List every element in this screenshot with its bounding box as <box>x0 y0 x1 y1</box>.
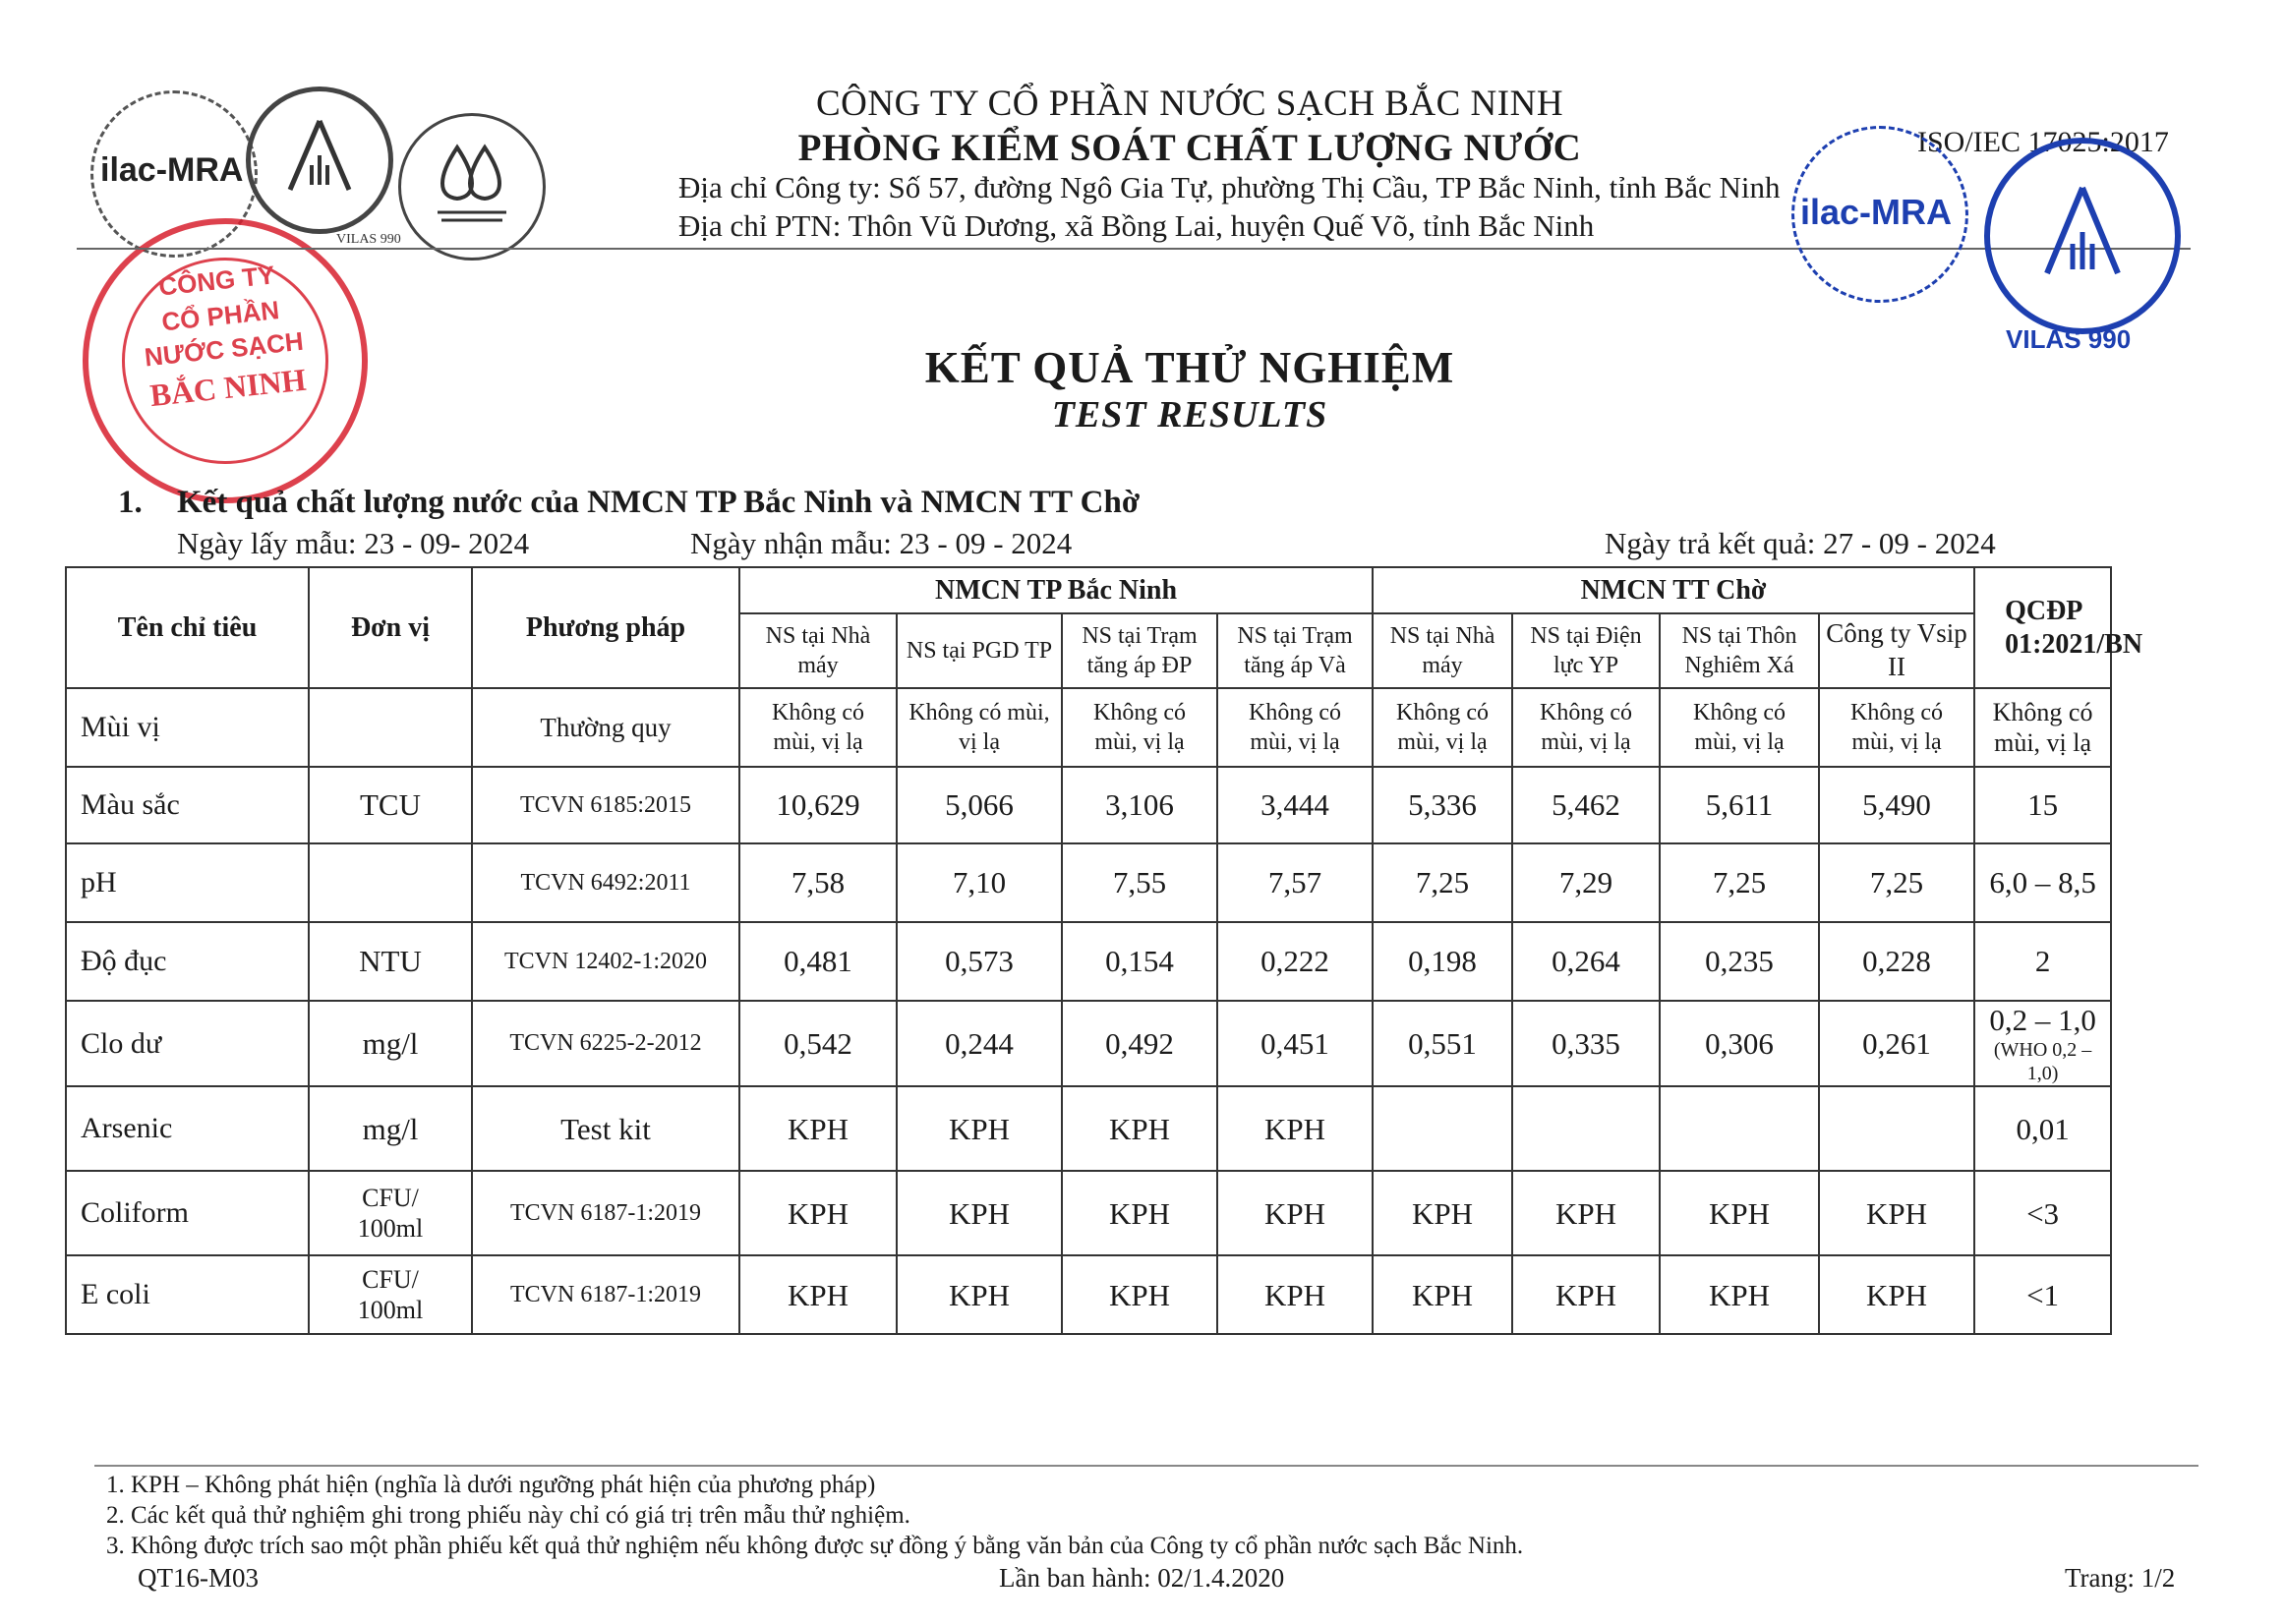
indicator-cell: Màu sắc <box>66 767 309 843</box>
value-cell: 5,490 <box>1819 767 1974 843</box>
water-drops-icon <box>428 138 516 226</box>
value-cell: 7,10 <box>897 843 1062 922</box>
stamp-line-1: CÔNG TY <box>156 260 276 302</box>
unit-cell: NTU <box>309 922 472 1001</box>
value-cell: KPH <box>1217 1086 1373 1171</box>
value-cell: KPH <box>897 1255 1062 1334</box>
footnote: 2. Các kết quả thử nghiệm ghi trong phiếu này chỉ có giá trị trên mẫu thử nghiệm. <box>106 1502 910 1529</box>
vilas-right-label: VILAS 990 <box>2006 324 2132 354</box>
indicator-cell: Độ đục <box>66 922 309 1001</box>
unit-cell: CFU/ 100ml <box>309 1255 472 1334</box>
indicator-cell: Coliform <box>66 1171 309 1255</box>
subheader: NS tại Trạm tăng áp ĐP <box>1062 613 1217 688</box>
value-cell: 3,106 <box>1062 767 1217 843</box>
value-cell: 0,335 <box>1512 1001 1660 1086</box>
table-row <box>66 1255 2111 1334</box>
method-cell: TCVN 6187-1:2019 <box>472 1255 739 1334</box>
unit-cell <box>309 688 472 767</box>
standard-value: <1 <box>2026 1277 2060 1312</box>
footnote: 3. Không được trích sao một phần phiếu kết quả thử nghiệm nếu không được sự đồng ý bằng văn bản của Công ty cổ phần nước sạch Bắc Ninh. <box>106 1533 1524 1559</box>
triangle-logo-icon <box>285 116 354 195</box>
subheader: NS tại Thôn Nghiêm Xá <box>1660 613 1819 688</box>
table-row <box>66 1171 2111 1255</box>
method-cell: TCVN 6225-2-2012 <box>472 1001 739 1086</box>
value-cell: KPH <box>1373 1171 1512 1255</box>
results-table <box>65 566 2143 1335</box>
standard-value: Không có mùi, vị lạ <box>1992 697 2093 757</box>
standard-value: 0,2 – 1,0 <box>1989 1003 2096 1037</box>
triangle-logo-icon <box>2041 183 2124 281</box>
method-cell: Test kit <box>472 1086 739 1171</box>
indicator-cell: Mùi vị <box>66 688 309 767</box>
value-cell: 7,25 <box>1660 843 1819 922</box>
value-cell: Không có mùi, vị lạ <box>1373 688 1512 767</box>
table-row <box>66 767 2111 843</box>
standard-note: (WHO 0,2 – 1,0) <box>1993 1039 2092 1085</box>
header-indicator: Tên chỉ tiêu <box>66 567 309 688</box>
footer-divider <box>94 1465 2198 1467</box>
value-cell: KPH <box>1217 1171 1373 1255</box>
value-cell: Không có mùi, vị lạ <box>739 688 897 767</box>
header-group-tt-cho: NMCN TT Chờ <box>1373 567 1974 613</box>
standard-cell <box>1974 1171 2111 1255</box>
value-cell: 0,198 <box>1373 922 1512 1001</box>
value-cell <box>1512 1086 1660 1171</box>
page-number: Trang: 1/2 <box>2065 1563 2176 1593</box>
value-cell: Không có mùi, vị lạ <box>1660 688 1819 767</box>
standard-cell <box>1974 1086 2111 1171</box>
value-cell: 0,228 <box>1819 922 1974 1001</box>
unit-cell: mg/l <box>309 1001 472 1086</box>
water-company-logo <box>398 113 546 261</box>
value-cell <box>1660 1086 1819 1171</box>
value-cell: Không có mùi, vị lạ <box>1217 688 1373 767</box>
footnote: 1. KPH – Không phát hiện (nghĩa là dưới ngưỡng phát hiện của phương pháp) <box>106 1472 876 1498</box>
value-cell: KPH <box>1373 1255 1512 1334</box>
lab-name: PHÒNG KIỂM SOÁT CHẤT LƯỢNG NƯỚC <box>797 127 1582 169</box>
standard-cell <box>1974 767 2111 843</box>
indicator-cell: Arsenic <box>66 1086 309 1171</box>
standard-value: 6,0 – 8,5 <box>1989 865 2096 900</box>
value-cell: 0,573 <box>897 922 1062 1001</box>
value-cell: 3,444 <box>1217 767 1373 843</box>
stamp-line-2: CỔ PHẦN <box>159 295 281 337</box>
value-cell: Không có mùi, vị lạ <box>1819 688 1974 767</box>
section-number: 1. <box>118 485 143 520</box>
standard-value: 0,01 <box>2016 1111 2070 1146</box>
value-cell <box>1373 1086 1512 1171</box>
lab-address: Địa chỉ PTN: Thôn Vũ Dương, xã Bồng Lai, huyện Quế Võ, tỉnh Bắc Ninh <box>678 208 1595 243</box>
accreditation-seal-left <box>246 87 401 247</box>
value-cell: KPH <box>1062 1255 1217 1334</box>
header-unit: Đơn vị <box>309 567 472 688</box>
section-title: Kết quả chất lượng nước của NMCN TP Bắc Ninh và NMCN TT Chờ <box>177 485 1141 520</box>
value-cell: 10,629 <box>739 767 897 843</box>
indicator-cell: E coli <box>66 1255 309 1334</box>
stamp-line-4: BẮC NINH <box>147 361 308 414</box>
method-cell: TCVN 6185:2015 <box>472 767 739 843</box>
method-cell: TCVN 6187-1:2019 <box>472 1171 739 1255</box>
value-cell: 7,55 <box>1062 843 1217 922</box>
value-cell: 7,25 <box>1373 843 1512 922</box>
value-cell: 0,154 <box>1062 922 1217 1001</box>
value-cell: 7,29 <box>1512 843 1660 922</box>
accreditation-seal-right <box>1984 138 2181 334</box>
table-row <box>66 843 2111 922</box>
value-cell: 0,551 <box>1373 1001 1512 1086</box>
value-cell: 0,542 <box>739 1001 897 1086</box>
value-cell: 0,222 <box>1217 922 1373 1001</box>
standard-cell <box>1974 922 2111 1001</box>
value-cell: 7,25 <box>1819 843 1974 922</box>
value-cell: 5,611 <box>1660 767 1819 843</box>
table-header-row <box>66 567 2111 613</box>
standard-value: <3 <box>2026 1195 2060 1231</box>
table-row <box>66 688 2111 767</box>
standard-cell <box>1974 843 2111 922</box>
subheader: NS tại Trạm tăng áp Và <box>1217 613 1373 688</box>
subheader: NS tại Nhà máy <box>1373 613 1512 688</box>
value-cell: KPH <box>897 1171 1062 1255</box>
standard-value: 2 <box>2034 944 2051 979</box>
company-address: Địa chỉ Công ty: Số 57, đường Ngô Gia Tự, phường Thị Cầu, TP Bắc Ninh, tỉnh Bắc Ninh <box>678 170 1781 204</box>
value-cell: Không có mùi, vị lạ <box>1512 688 1660 767</box>
value-cell: 0,244 <box>897 1001 1062 1086</box>
stamp-line-3: NƯỚC SẠCH <box>143 325 305 373</box>
method-cell: TCVN 6492:2011 <box>472 843 739 922</box>
vilas-left-label: VILAS 990 <box>336 232 401 247</box>
table-row <box>66 1001 2111 1086</box>
ilac-mra-text-left: ilac-MRA <box>100 151 244 189</box>
value-cell: 5,336 <box>1373 767 1512 843</box>
value-cell <box>1819 1086 1974 1171</box>
header-standard: QCĐP 01:2021/BN <box>1974 567 2111 688</box>
header-method: Phương pháp <box>472 567 739 688</box>
ilac-mra-text-right: ilac-MRA <box>1800 192 1953 232</box>
method-cell: TCVN 12402-1:2020 <box>472 922 739 1001</box>
receive-date: Ngày nhận mẫu: 23 - 09 - 2024 <box>690 526 1073 560</box>
value-cell: KPH <box>739 1255 897 1334</box>
header-group-bac-ninh: NMCN TP Bắc Ninh <box>739 567 1373 613</box>
value-cell: KPH <box>1217 1255 1373 1334</box>
value-cell: 0,451 <box>1217 1001 1373 1086</box>
subheader: Công ty Vsip II <box>1819 613 1974 688</box>
document-subtitle: TEST RESULTS <box>1051 394 1328 435</box>
value-cell: 0,261 <box>1819 1001 1974 1086</box>
value-cell: KPH <box>897 1086 1062 1171</box>
value-cell: Không có mùi, vị lạ <box>1062 688 1217 767</box>
value-cell: KPH <box>1512 1255 1660 1334</box>
unit-cell: TCU <box>309 767 472 843</box>
method-cell: Thường quy <box>472 688 739 767</box>
value-cell: 0,264 <box>1512 922 1660 1001</box>
value-cell: 7,57 <box>1217 843 1373 922</box>
standard-cell <box>1974 688 2111 767</box>
standard-value: 15 <box>2027 787 2059 823</box>
issue-info: Lần ban hành: 02/1.4.2020 <box>999 1563 1285 1593</box>
value-cell: KPH <box>1660 1171 1819 1255</box>
company-name: CÔNG TY CỔ PHẦN NƯỚC SẠCH BẮC NINH <box>815 84 1564 124</box>
value-cell: 5,462 <box>1512 767 1660 843</box>
value-cell: KPH <box>1062 1086 1217 1171</box>
value-cell: 0,306 <box>1660 1001 1819 1086</box>
document-title: KẾT QUẢ THỬ NGHIỆM <box>924 343 1455 392</box>
result-date: Ngày trả kết quả: 27 - 09 - 2024 <box>1605 526 1996 560</box>
value-cell: 7,58 <box>739 843 897 922</box>
unit-cell <box>309 843 472 922</box>
value-cell: KPH <box>1512 1171 1660 1255</box>
value-cell: Không có mùi, vị lạ <box>897 688 1062 767</box>
subheader: NS tại Điện lực YP <box>1512 613 1660 688</box>
standard-cell <box>1974 1001 2111 1086</box>
form-code: QT16-M03 <box>138 1563 259 1593</box>
subheader: NS tại PGD TP <box>897 613 1062 688</box>
value-cell: 0,492 <box>1062 1001 1217 1086</box>
subheader: NS tại Nhà máy <box>739 613 897 688</box>
value-cell: KPH <box>1819 1171 1974 1255</box>
table-row <box>66 922 2111 1001</box>
value-cell: KPH <box>1819 1255 1974 1334</box>
indicator-cell: pH <box>66 843 309 922</box>
value-cell: 5,066 <box>897 767 1062 843</box>
unit-cell: CFU/ 100ml <box>309 1171 472 1255</box>
value-cell: KPH <box>739 1171 897 1255</box>
standard-cell <box>1974 1255 2111 1334</box>
table-row <box>66 1086 2111 1171</box>
value-cell: KPH <box>1062 1171 1217 1255</box>
unit-cell: mg/l <box>309 1086 472 1171</box>
ilac-mra-logo-right <box>1791 126 1968 303</box>
value-cell: KPH <box>1660 1255 1819 1334</box>
value-cell: 0,235 <box>1660 922 1819 1001</box>
value-cell: 0,481 <box>739 922 897 1001</box>
iso-standard: ISO/IEC 17025:2017 <box>1917 126 2169 158</box>
indicator-cell: Clo dư <box>66 1001 309 1086</box>
sample-date: Ngày lấy mẫu: 23 - 09- 2024 <box>177 526 530 560</box>
value-cell: KPH <box>739 1086 897 1171</box>
